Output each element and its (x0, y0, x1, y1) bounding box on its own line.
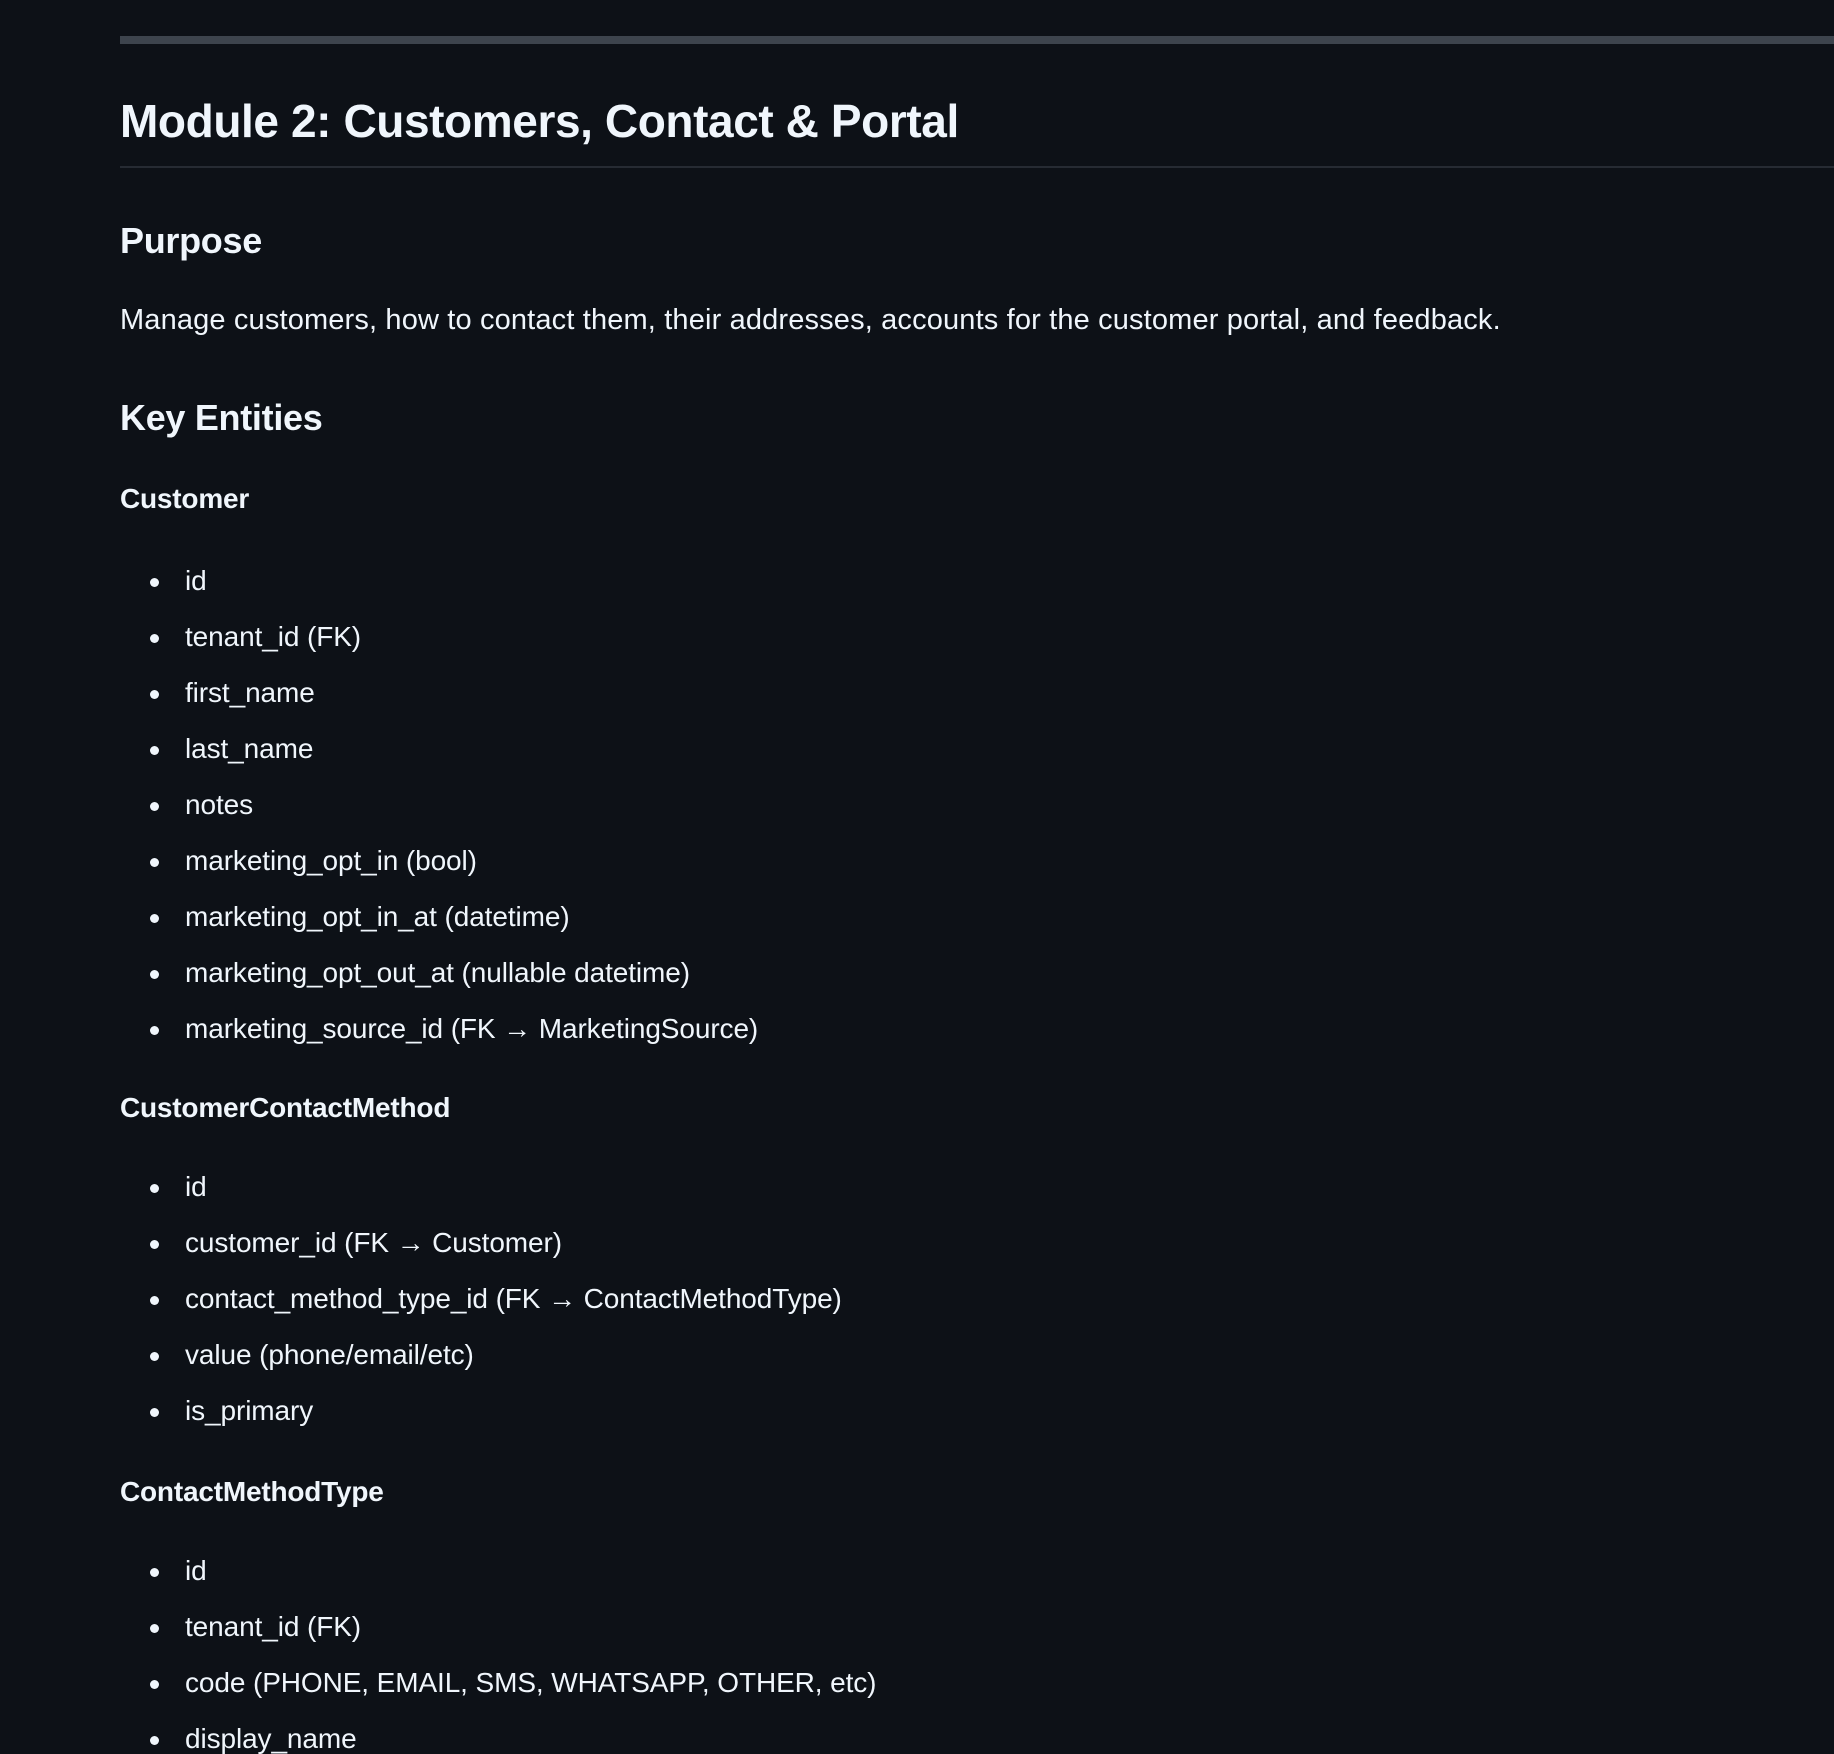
purpose-heading: Purpose (120, 220, 262, 261)
bullet-icon (150, 634, 159, 643)
bullet-icon (150, 578, 159, 587)
bullet-icon (150, 1408, 159, 1417)
bullet-icon (150, 1296, 159, 1305)
bullet-icon (150, 690, 159, 699)
title-underline (120, 166, 1834, 168)
bullet-icon (150, 1680, 159, 1689)
bullet-icon (150, 1184, 159, 1193)
purpose-text: Manage customers, how to contact them, their addresses, accounts for the customer portal, and feedback. (120, 304, 1501, 336)
bullet-icon (150, 1240, 159, 1249)
bullet-icon (150, 914, 159, 923)
bullet-icon (150, 802, 159, 811)
bullet-icon (150, 858, 159, 867)
entity-heading-contact-method-type: ContactMethodType (120, 1476, 384, 1507)
entity-heading-customer-contact-method: CustomerContactMethod (120, 1092, 451, 1123)
bullet-icon (150, 1624, 159, 1633)
bullet-icon (150, 1026, 159, 1035)
horizontal-rule (120, 36, 1834, 44)
bullet-icon (150, 1736, 159, 1745)
key-entities-heading: Key Entities (120, 397, 323, 438)
bullet-icon (150, 970, 159, 979)
entity-heading-customer: Customer (120, 483, 250, 514)
page-title: Module 2: Customers, Contact & Portal (120, 95, 959, 147)
bullet-icon (150, 1568, 159, 1577)
bullet-icon (150, 1352, 159, 1361)
bullet-icon (150, 746, 159, 755)
